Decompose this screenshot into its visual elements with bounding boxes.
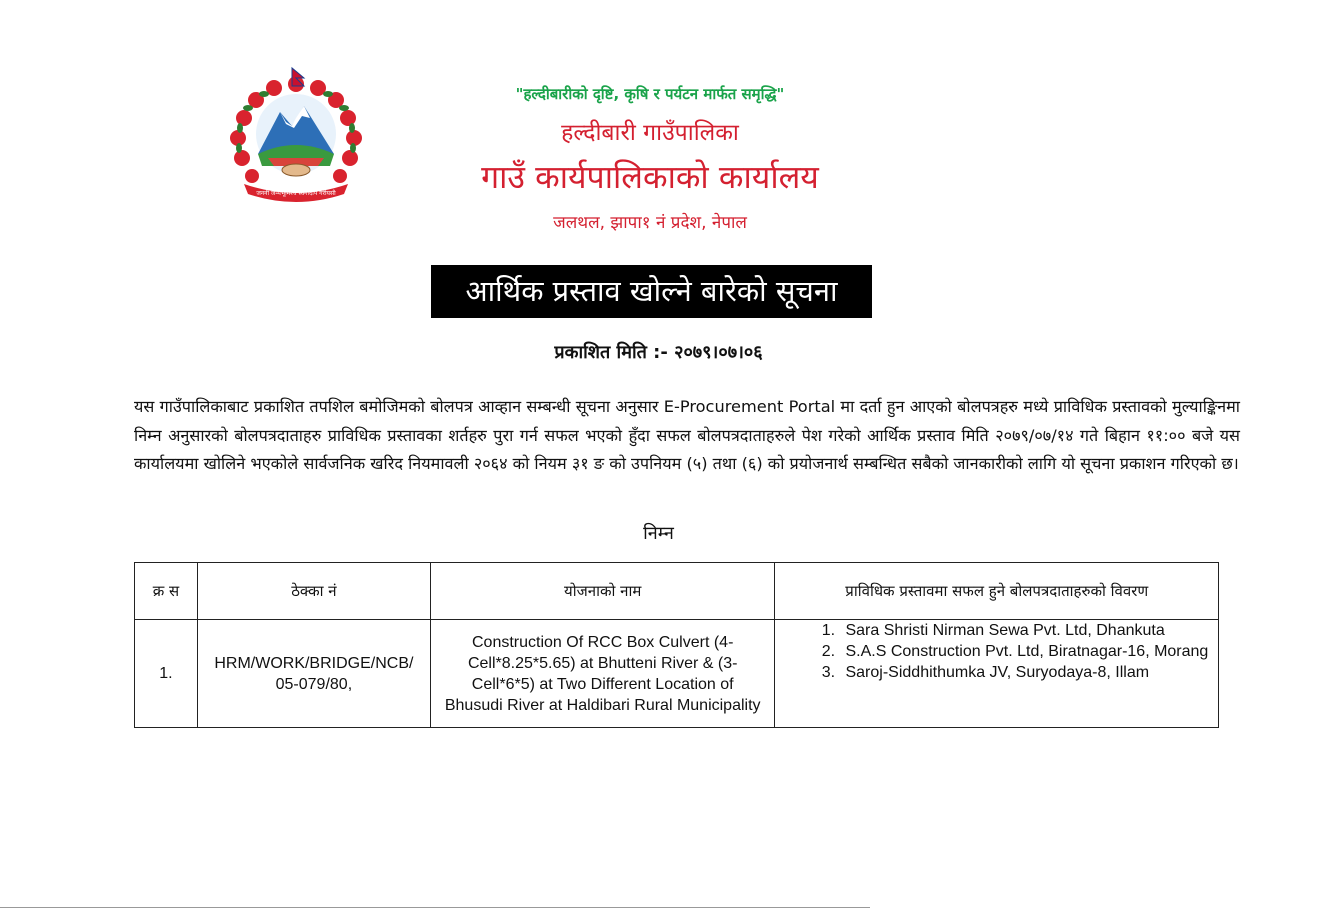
page-divider <box>0 907 870 908</box>
notice-body: यस गाउँपालिकाबाट प्रकाशित तपशिल बमोजिमको बोलपत्र आव्हान सम्बन्धी सूचना अनुसार E-Procurement Portal मा दर्ता हुन आएको बोलपत्रहरु मध्ये प्राविधिक प्रस्तावको मुल्याङ्किनमा निम्न अनुसारको बोलपत्रदाताहरु प्राविधिक प्रस्तावका शर्तहरु पुरा गर्न सफल भएको हुँदा सफल बोलपत्रदाताहरुले पेश गरेको आर्थिक प्रस्ताव मिति २०७९/०७/१४ गते बिहान ११:०० बजे यस कार्यालयमा खोलिने भएकोले सार्वजनिक खरिद नियमावली २०६४ को नियम ३१ ङ को उपनियम (५) तथा (६) को प्रयोजनार्थ सम्बन्धित सबैको जानकारीको लागि यो सूचना प्रकाशन गरिएको छ। <box>134 397 1240 473</box>
cell-project-name <box>430 620 775 728</box>
contract-no-text: HRM/WORK/BRIDGE/NCB/05-079/80, <box>214 654 414 693</box>
header-bidders: प्राविधिक प्रस्तावमा सफल हुने बोलपत्रदाताहरुको विवरण <box>775 563 1219 620</box>
slogan: "हल्दीबारीको दृष्टि, कृषि र पर्यटन मार्फत समृद्धि" <box>515 85 785 103</box>
project-name-text: Construction Of RCC Box Culvert (4-Cell*8.25*5.65) at Bhutteni River & (3-Cell*6*5) at Two Different Location of Bhusudi River at Haldibari Rural Municipality <box>444 633 761 714</box>
list-item: 3. Saroj-Siddhithumka JV, Suryodaya-8, Illam <box>839 662 1218 683</box>
cell-contract-no <box>197 620 430 728</box>
nepal-emblem-icon <box>222 66 370 208</box>
list-item: 1. Sara Shristi Nirman Sewa Pvt. Ltd, Dhankuta <box>839 620 1218 641</box>
bidder-table <box>134 562 1219 728</box>
list-caption: निम्न <box>643 523 674 544</box>
municipality-name: हल्दीबारी गाउँपालिका <box>561 120 739 146</box>
address: जलथल, झापा१ नं प्रदेश, नेपाल <box>553 213 747 233</box>
list-item: 2. S.A.S Construction Pvt. Ltd, Biratnagar-16, Morang <box>839 641 1218 662</box>
bidder-list <box>775 620 1218 683</box>
office-name: गाउँ कार्यपालिकाको कार्यालय <box>481 158 819 196</box>
notice-title: आर्थिक प्रस्ताव खोल्ने बारेको सूचना <box>431 265 872 318</box>
svg-text:जननी जन्मभूमिश्च स्वर्गादपि गर: जननी जन्मभूमिश्च स्वर्गादपि गरीयसी <box>256 190 336 197</box>
table-row <box>135 620 1219 728</box>
cell-sn: 1. <box>135 620 198 728</box>
header-sn: क्र स <box>135 563 198 620</box>
published-date: प्रकाशित मिति :- २०७९।०७।०६ <box>554 342 763 363</box>
cell-bidders <box>775 620 1219 728</box>
table-header-row <box>135 563 1219 620</box>
header-contract-no: ठेक्का नं <box>197 563 430 620</box>
header-project-name: योजनाको नाम <box>430 563 775 620</box>
